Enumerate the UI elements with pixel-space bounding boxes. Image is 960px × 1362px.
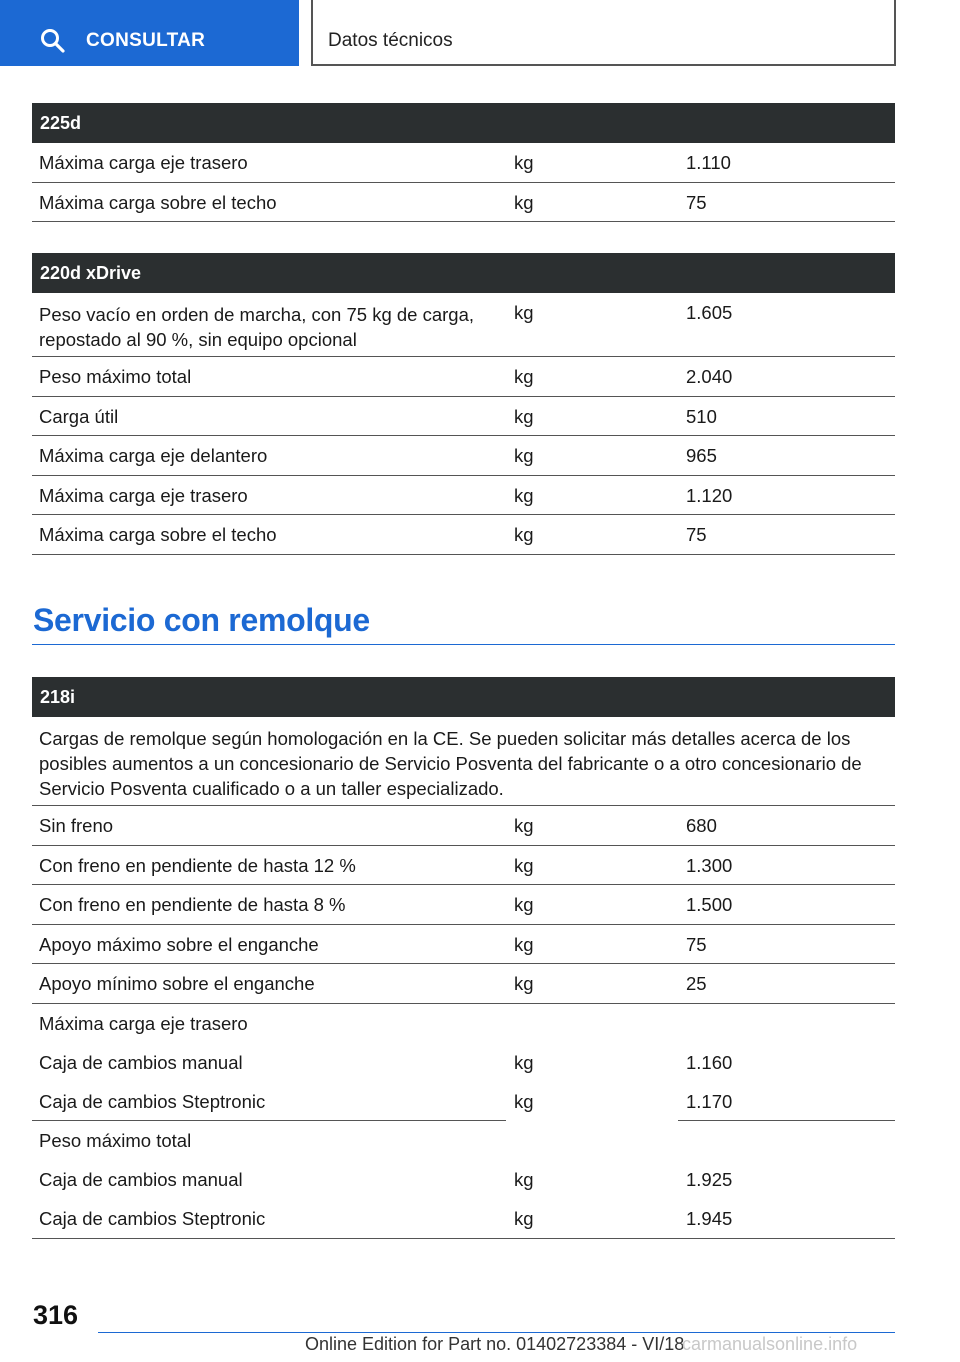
row-value: 1.945 xyxy=(686,1208,733,1229)
row-value: 1.925 xyxy=(686,1169,733,1190)
row-label: Apoyo máximo sobre el enganche xyxy=(39,934,319,955)
row-label: Caja de cambios manual xyxy=(39,1169,243,1190)
table-218i xyxy=(32,677,895,1239)
row-value: 1.170 xyxy=(686,1091,733,1112)
row-unit: kg xyxy=(514,815,534,836)
section-title: Servicio con remolque xyxy=(33,602,370,638)
search-icon xyxy=(40,28,66,54)
table-row xyxy=(32,885,895,925)
row-unit: kg xyxy=(514,366,534,387)
row-unit: kg xyxy=(514,302,534,323)
row-label xyxy=(39,302,474,352)
row-unit: kg xyxy=(514,192,534,213)
table-row xyxy=(32,964,895,1004)
row-unit: kg xyxy=(514,485,534,506)
row-value: 680 xyxy=(686,815,717,836)
table-220d-xdrive xyxy=(32,253,895,555)
row-value: 75 xyxy=(686,934,707,955)
row-unit: kg xyxy=(514,1052,534,1073)
row-unit: kg xyxy=(514,152,534,173)
consult-button[interactable] xyxy=(0,0,299,66)
row-unit: kg xyxy=(514,973,534,994)
row-unit: kg xyxy=(514,894,534,915)
row-label: Caja de cambios Steptronic xyxy=(39,1208,266,1229)
row-label: Apoyo mínimo sobre el enganche xyxy=(39,973,315,994)
page-title: Datos técnicos xyxy=(328,30,453,51)
row-label: Caja de cambios manual xyxy=(39,1052,243,1073)
row-unit: kg xyxy=(514,855,534,876)
row-value: 1.120 xyxy=(686,485,733,506)
header-title-box xyxy=(311,0,896,66)
note-line: posibles aumentos a un concesionario de Servicio Posventa del fabricante o a otro concesionario de xyxy=(39,753,862,774)
table-group-rear-axle xyxy=(32,1004,895,1121)
row-label: Máxima carga eje trasero xyxy=(39,485,248,506)
table-heading: 218i xyxy=(32,677,895,717)
table-row xyxy=(32,476,895,515)
row-label: Máxima carga eje delantero xyxy=(39,445,268,466)
row-label: Peso máximo total xyxy=(39,366,192,387)
footer-divider xyxy=(98,1332,895,1333)
row-label: Máxima carga sobre el techo xyxy=(39,192,277,213)
row-label: Con freno en pendiente de hasta 12 % xyxy=(39,855,356,876)
row-value: 965 xyxy=(686,445,717,466)
table-note xyxy=(39,726,894,801)
row-unit: kg xyxy=(514,445,534,466)
table-row xyxy=(32,357,895,397)
row-value: 75 xyxy=(686,192,707,213)
table-heading: 220d xDrive xyxy=(32,253,895,293)
row-value: 1.300 xyxy=(686,855,733,876)
table-row xyxy=(32,436,895,476)
row-value: 1.110 xyxy=(686,152,731,173)
footer-edition-text: Online Edition for Part no. 01402723384 - VI/18 xyxy=(305,1334,685,1354)
row-value: 2.040 xyxy=(686,366,733,387)
footer-watermark: carmanualsonline.info xyxy=(682,1334,858,1354)
table-row xyxy=(32,293,895,357)
table-row xyxy=(32,143,895,183)
row-unit: kg xyxy=(514,934,534,955)
table-row xyxy=(32,183,895,222)
consult-label: CONSULTAR xyxy=(86,30,206,51)
row-unit: kg xyxy=(514,524,534,545)
row-label: Sin freno xyxy=(39,815,114,836)
row-unit: kg xyxy=(514,1169,534,1190)
note-line: Servicio Posventa cualificado o a un taller especializado. xyxy=(39,778,504,799)
row-value: 1.605 xyxy=(686,302,733,323)
row-label: Caja de cambios Steptronic xyxy=(39,1091,266,1112)
row-label: Máxima carga sobre el techo xyxy=(39,524,277,545)
row-label: Máxima carga eje trasero xyxy=(39,152,248,173)
row-label-line: Peso vacío en orden de marcha, con 75 kg de carga, xyxy=(39,304,475,325)
row-unit: kg xyxy=(514,406,534,427)
table-heading: 225d xyxy=(32,103,895,143)
table-row xyxy=(32,806,895,846)
row-value: 75 xyxy=(686,524,707,545)
note-line: Cargas de remolque según homologación en la CE. Se pueden solicitar más detalles acerca de los xyxy=(39,728,851,749)
table-row xyxy=(32,846,895,885)
table-225d xyxy=(32,103,895,222)
group-label: Máxima carga eje trasero xyxy=(39,1013,248,1034)
group-label: Peso máximo total xyxy=(39,1130,192,1151)
row-label: Con freno en pendiente de hasta 8 % xyxy=(39,894,346,915)
row-label-line: repostado al 90 %, sin equipo opcional xyxy=(39,329,357,350)
row-value: 1.160 xyxy=(686,1052,733,1073)
row-value: 510 xyxy=(686,406,717,427)
row-label: Carga útil xyxy=(39,406,119,427)
table-row xyxy=(32,397,895,436)
table-row xyxy=(32,515,895,555)
row-value: 25 xyxy=(686,973,707,994)
row-unit: kg xyxy=(514,1208,534,1229)
table-note-row xyxy=(32,717,895,806)
row-unit: kg xyxy=(514,1091,534,1112)
table-group-total-weight xyxy=(32,1121,895,1239)
table-row xyxy=(32,925,895,964)
page-number: 316 xyxy=(33,1300,79,1330)
section-divider xyxy=(32,644,895,645)
page-header xyxy=(0,0,960,66)
row-value: 1.500 xyxy=(686,894,733,915)
